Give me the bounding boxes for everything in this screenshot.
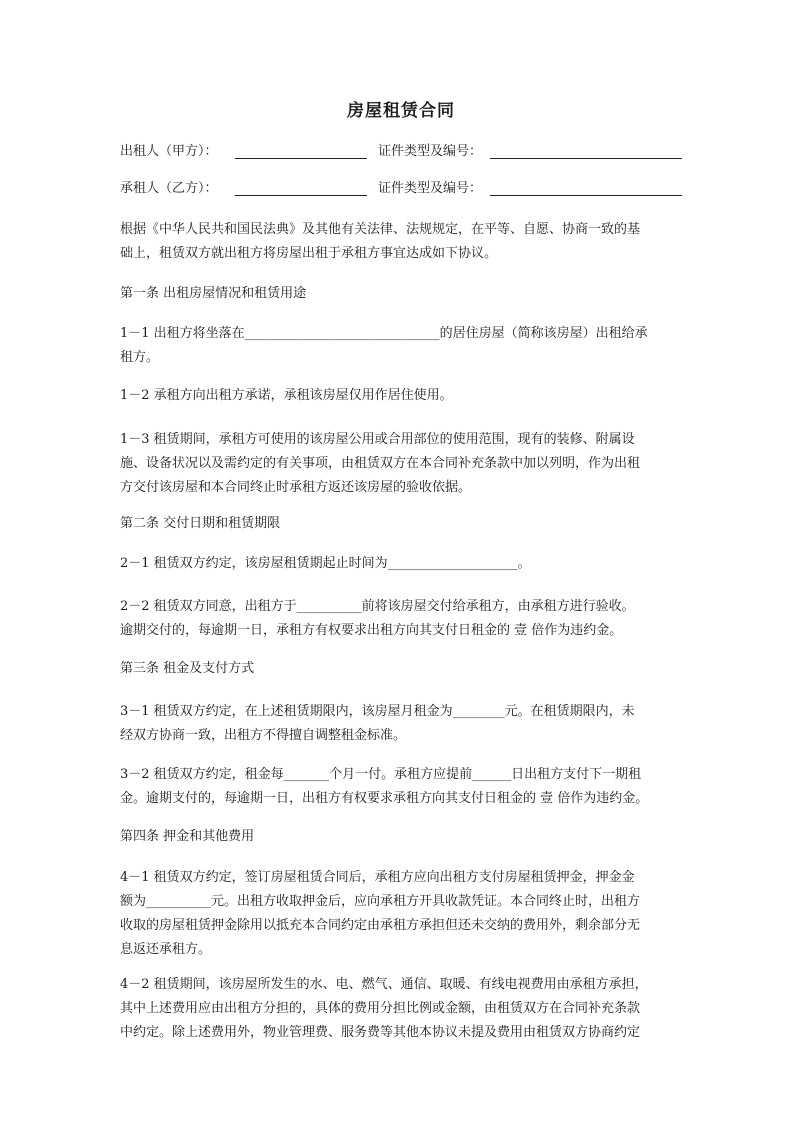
lessee-line (120, 179, 682, 199)
clause-line: 租方。 (120, 350, 160, 365)
preamble-line: 根据《中华人民共和国民法典》及其他有关法律、法规规定，在平等、自愿、协商一致的基 (120, 222, 641, 237)
clause-1-1 (120, 322, 682, 370)
clause-1-3 (120, 428, 682, 500)
clause-line: 中约定。除上述费用外，物业管理费、服务费等其他本协议未提及费用由租赁双方协商约定 (120, 1025, 641, 1040)
lessee-label: 承租人（乙方）： (120, 181, 218, 196)
lessee-id-label: 证件类型及编号： (378, 181, 483, 196)
lessor-id-blank (490, 142, 682, 159)
clause-4-2 (120, 973, 682, 1045)
clause-line: 方交付该房屋和本合同终止时承租方返还该房屋的验收依据。 (120, 480, 472, 495)
lessor-id-label: 证件类型及编号： (378, 144, 483, 159)
clause-line: 收取的房屋租赁押金除用以抵充本合同约定由承租方承担但还未交纳的费用外，剩余部分无 (120, 918, 641, 933)
clause-3-2 (120, 763, 682, 811)
lessee-name-blank (235, 179, 367, 196)
clause-line: 逾期交付的，每逾期一日，承租方有权要求出租方向其支付日租金的 壹 倍作为违约金。 (120, 623, 623, 638)
clause-line: 额为__________元。出租方收取押金后，应向承租方开具收款凭证。本合同终止时，出租方 (120, 894, 641, 909)
clause-line: 4－2 租赁期间，该房屋所发生的水、电、燃气、通信、取暖、有线电视费用由承租方承担， (120, 977, 648, 992)
section-4-heading: 第四条 押金和其他费用 (120, 829, 255, 844)
clause-line: 2－2 租赁双方同意，出租方于__________前将该房屋交付给承租方，由承租方进行验收。 (120, 599, 635, 614)
section-2-heading: 第二条 交付日期和租赁期限 (120, 516, 281, 531)
lessor-name-blank (235, 142, 367, 159)
lessee-id-blank (490, 179, 682, 196)
clause-line: 2－1 租赁双方约定，该房屋租赁期起止时间为____________________。 (120, 556, 531, 571)
section-3-heading: 第三条 租金及支付方式 (120, 661, 255, 676)
preamble-line: 础上，租赁双方就出租方将房屋出租于承租方事宜达成如下协议。 (120, 246, 498, 261)
clause-line: 1－1 出租方将坐落在______________________________的居住房屋（简称该房屋）出租给承 (120, 326, 648, 341)
lessor-line (120, 142, 682, 162)
clause-line: 3－2 租赁双方约定，租金每_______个月一付。承租方应提前______日出租方支付下一期租 (120, 767, 642, 782)
clause-2-2 (120, 595, 682, 643)
clause-line: 3－1 租赁双方约定，在上述租赁期限内，该房屋月租金为________元。在租赁期限内，未 (120, 704, 635, 719)
document-title: 房屋租赁合同 (347, 101, 455, 121)
clause-line: 其中上述费用应由出租方分担的，具体的费用分担比例或金额，由租赁双方在合同补充条款 (120, 1001, 641, 1016)
preamble (120, 218, 682, 266)
clause-line: 金。逾期支付的，每逾期一日，出租方有权要求承租方向其支付日租金的 壹 倍作为违约金。 (120, 791, 649, 806)
clause-3-1 (120, 700, 682, 748)
clause-line: 经双方协商一致，出租方不得擅自调整租金标准。 (120, 728, 407, 743)
section-1-heading: 第一条 出租房屋情况和租赁用途 (120, 286, 307, 301)
clause-line: 1－3 租赁期间，承租方可使用的该房屋公用或合用部位的使用范围，现有的装修、附属设 (120, 432, 635, 447)
clause-line: 施、设备状况以及需约定的有关事项，由租赁双方在本合同补充条款中加以列明，作为出租 (120, 456, 641, 471)
clause-2-1 (120, 552, 682, 576)
lessor-label: 出租人（甲方）： (120, 144, 218, 159)
clause-1-2 (120, 384, 682, 408)
clause-line: 4－1 租赁双方约定，签订房屋租赁合同后，承租方应向出租方支付房屋租赁押金，押金金 (120, 870, 635, 885)
clause-line: 息返还承租方。 (120, 942, 212, 957)
clause-line: 1－2 承租方向出租方承诺，承租该房屋仅用作居住使用。 (120, 388, 453, 403)
clause-4-1 (120, 866, 682, 962)
